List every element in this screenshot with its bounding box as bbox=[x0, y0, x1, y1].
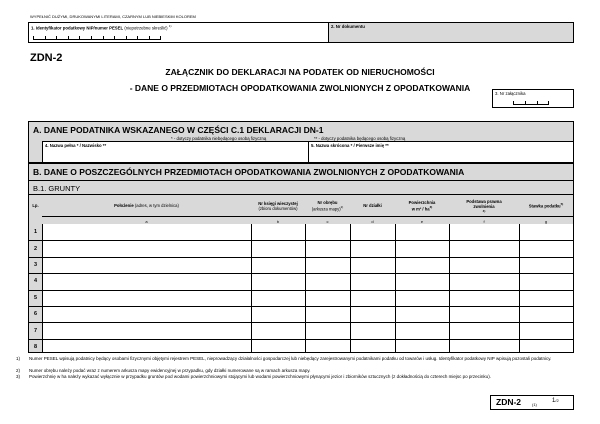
section-a-note-right: ** - dotyczy podatnika będącego osobą fizyczną bbox=[314, 136, 406, 141]
footer-form-code: ZDN-2 bbox=[496, 397, 522, 407]
section-b-title: B. DANE O POSZCZEGÓLNYCH PRZEDMIOTACH OPODATKOWANIA ZWOLNIONYCH Z OPODATKOWANIA bbox=[33, 167, 465, 177]
section-b1-title: B.1. GRUNTY bbox=[33, 184, 81, 193]
fill-instruction: WYPEŁNIĆ DUŻYMI, DRUKOWANYMI LITERAMI, CZARNYM LUB NIEBIESKIM KOLOREM bbox=[30, 14, 196, 19]
col-letter-e: e bbox=[420, 218, 424, 224]
attachment-number-field[interactable] bbox=[492, 89, 574, 108]
col-letter-c: c bbox=[326, 218, 329, 224]
document-number-field[interactable] bbox=[329, 23, 573, 42]
document-number-label: 2. Nr dokumentu bbox=[331, 24, 365, 29]
col-stawka-header bbox=[519, 195, 573, 216]
col-polozenie-sub: (adres, w tym dzielnica) bbox=[134, 203, 179, 208]
col-letter-g: g bbox=[544, 218, 548, 224]
section-b bbox=[28, 163, 574, 353]
col-letter-f: f bbox=[483, 218, 485, 224]
form-title-line1: ZAŁĄCZNIK DO DEKLARACJI NA PODATEK OD NIERUCHOMOŚCI bbox=[165, 67, 435, 77]
footnote-3-text: Powierzchnię w ha należy wykazać wyłącznie w przypadku gruntów pod wodami powierzchniowymi stojącymi lub wodami powierzchniowymi płynącymi jezior i zbiorników sztucznych (z dokładnością do czterech miejsc po przecinku). bbox=[29, 374, 491, 379]
nip-pesel-ticks bbox=[33, 36, 161, 40]
footer-page-total: /2 bbox=[555, 398, 559, 403]
col-polozenie-label: Położenie bbox=[114, 203, 134, 208]
footer-page-number bbox=[552, 398, 559, 404]
form-title-line2: - DANE O PRZEDMIOTACH OPODATKOWANIA ZWOLNIONYCH Z OPODATKOWANIA bbox=[129, 83, 471, 93]
nip-pesel-label: 1. Identyfikator podatkowy NIP/numer PESEL bbox=[31, 25, 124, 31]
table-body bbox=[29, 224, 573, 352]
col-obreb-header bbox=[305, 195, 350, 216]
attachment-number-ticks bbox=[513, 101, 549, 105]
footnote-3 bbox=[16, 374, 569, 379]
header-id-row bbox=[28, 22, 574, 43]
short-name-field[interactable] bbox=[309, 142, 573, 162]
col-powierzchnia-header bbox=[395, 195, 449, 216]
footer-page-current: 1 bbox=[552, 398, 556, 404]
col-obreb-label: Nr obrębu bbox=[317, 199, 338, 205]
attachment-number-label: 3. Nr załącznika bbox=[495, 91, 526, 96]
col-stawka-label: Stawka podatku bbox=[528, 203, 561, 209]
footnote-2-text: Numer obrębu należy podać wraz z numerem arkusza mapy ewidencyjnej w przypadku, gdy działki numerowane są w ramach arkusza mapy. bbox=[29, 368, 311, 373]
row-number-1: 1 bbox=[33, 229, 38, 236]
col-letter-d: d bbox=[371, 218, 374, 224]
row-number-8: 8 bbox=[33, 343, 38, 350]
footnote-3-number: 3) bbox=[16, 374, 21, 379]
section-a-title: A. DANE PODATNIKA WSKAZANEGO W CZĘŚCI C.1 DEKLARACJI DN-1 bbox=[33, 125, 324, 135]
section-a-note-left: * - dotyczy podatnika niebędącego osobą fizyczną bbox=[171, 136, 267, 141]
full-name-label: 4. Nazwa pełna * / Nazwisko ** bbox=[45, 143, 107, 148]
col-powierzchnia-unit: w m² / ha bbox=[411, 206, 430, 212]
col-letter-b: b bbox=[276, 218, 280, 224]
footer-form-version: (1) bbox=[532, 402, 537, 407]
row-number-4: 4 bbox=[33, 278, 38, 285]
row-number-2: 2 bbox=[33, 245, 38, 252]
table-body-cells bbox=[42, 224, 573, 352]
footnote-2-number: 2) bbox=[16, 368, 21, 373]
row-number-7: 7 bbox=[33, 327, 38, 334]
col-podstawa-label: Podstawa prawna zwolnienia bbox=[466, 198, 502, 209]
col-ksiega-header bbox=[251, 195, 305, 216]
col-ksiega-label: Nr księgi wieczystej bbox=[258, 200, 298, 206]
grunty-table bbox=[29, 194, 573, 352]
col-dzialka-header: Nr działki bbox=[363, 203, 382, 208]
col-obreb-footnote-ref: 2) bbox=[340, 204, 344, 209]
col-obreb-sub: (arkusza mapy) bbox=[311, 206, 341, 212]
col-stawka-footnote-ref: 5) bbox=[560, 202, 564, 207]
row-number-3: 3 bbox=[33, 261, 38, 268]
footnote-1-text: Numer PESEL wpisują podatnicy będący osobami fizycznymi objętymi rejestrem PESEL, nieprowadzący działalności gospodarczej lub niebędący zarejestrowanymi podatnikami podatku od towarów i usług. Identyfikator podatkowy NIP wpisują pozostali podatnicy. bbox=[29, 356, 552, 361]
form-code: ZDN-2 bbox=[30, 52, 63, 64]
footnote-1 bbox=[16, 356, 569, 361]
footnote-1-number: 1) bbox=[16, 356, 21, 361]
col-podstawa-header bbox=[449, 195, 519, 216]
row-number-6: 6 bbox=[33, 311, 38, 318]
col-polozenie-header bbox=[42, 195, 251, 216]
nip-pesel-hint: (niepotrzebne skreślić) bbox=[124, 25, 168, 31]
section-a-fields bbox=[42, 141, 573, 162]
col-letter-a: a bbox=[145, 218, 148, 224]
col-powierzchnia-label: Powierzchnia bbox=[408, 199, 436, 205]
col-ksiega-sub: (zbioru dokumentów) bbox=[258, 205, 298, 211]
nip-pesel-field[interactable] bbox=[29, 23, 329, 42]
row-number-5: 5 bbox=[33, 294, 38, 301]
section-a bbox=[28, 121, 574, 163]
nip-pesel-footnote-ref: 1) bbox=[168, 24, 172, 28]
full-name-field[interactable] bbox=[43, 142, 309, 162]
footnote-2 bbox=[16, 368, 569, 373]
col-powierzchnia-footnote-ref: 3) bbox=[429, 204, 433, 209]
col-podstawa-footnote-ref: 4) bbox=[482, 208, 486, 213]
short-name-label: 5. Nazwa skrócona * / Pierwsze imię ** bbox=[311, 143, 389, 148]
col-lp-header: Lp. bbox=[32, 203, 39, 208]
table-header-row bbox=[29, 195, 573, 216]
